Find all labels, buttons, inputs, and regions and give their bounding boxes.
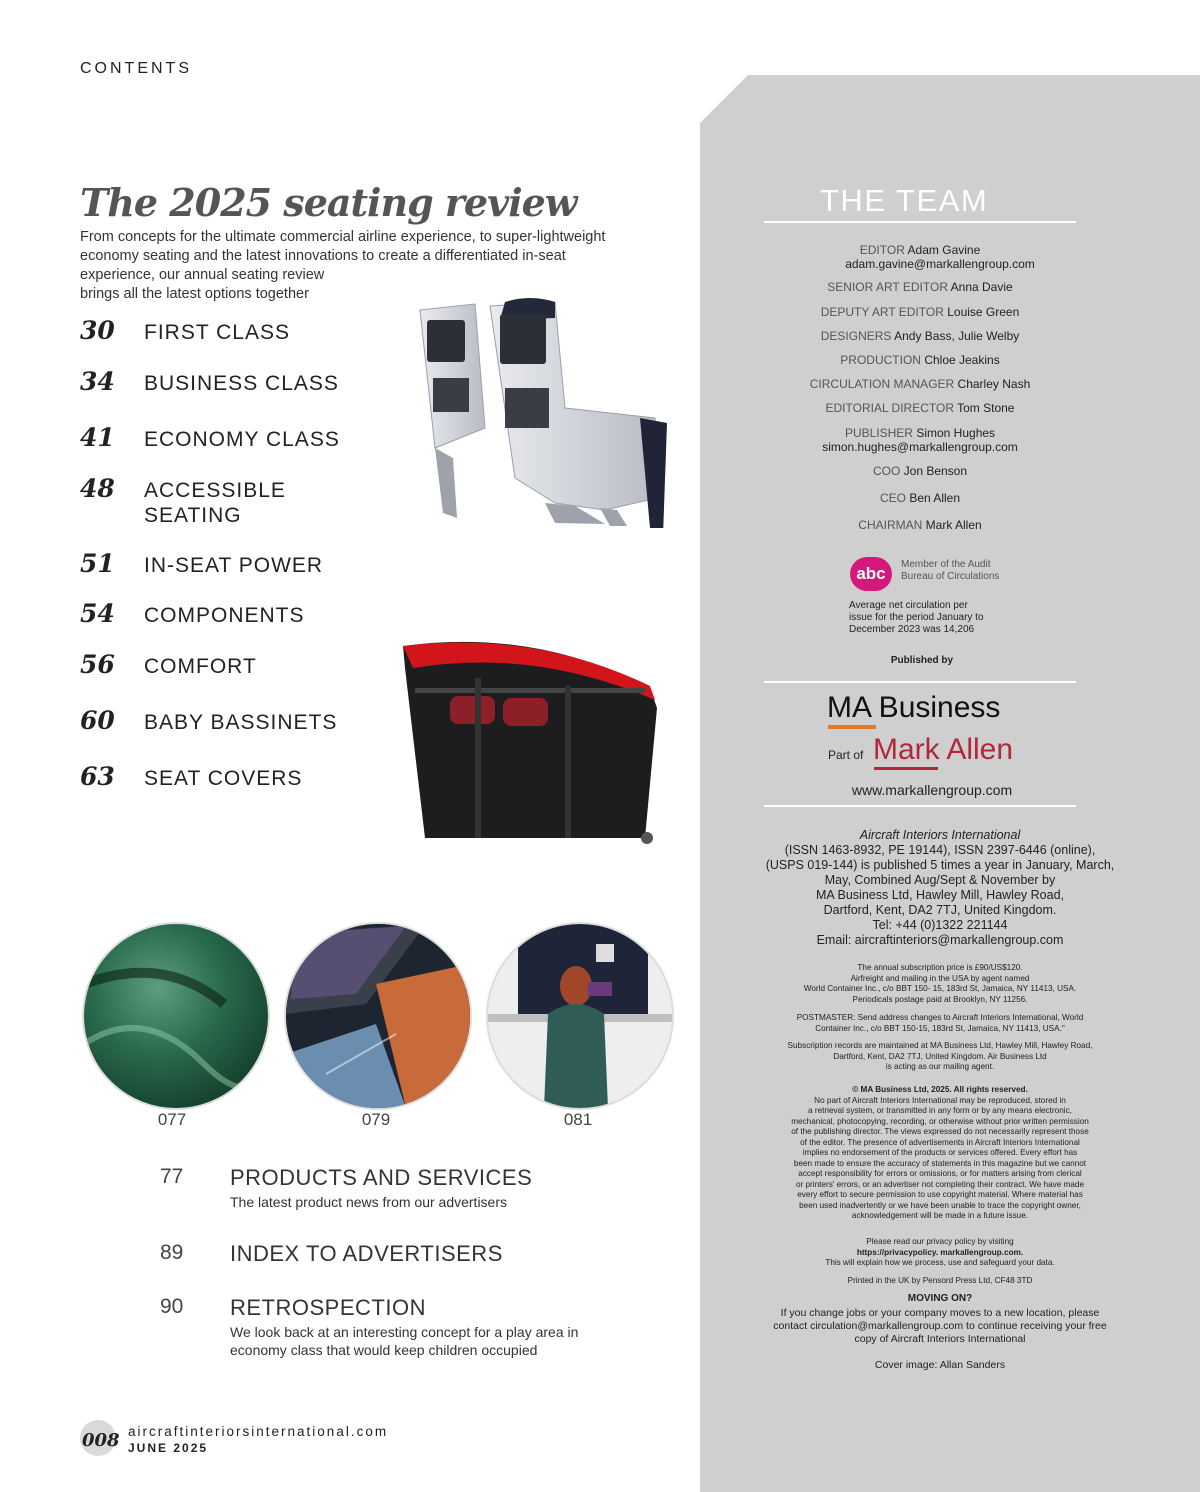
intro-line: From concepts for the ultimate commercial airline experience, to super-lightweight [80,229,606,245]
moving-line: copy of Aircraft Interiors International [854,1333,1026,1345]
team-name: Tom Stone [957,401,1015,415]
abc-line: Bureau of Circulations [901,571,1000,582]
toc-title: FIRST CLASS [144,321,290,344]
magazine-title: Aircraft Interiors International [859,828,1021,842]
green-fabric-image [82,922,270,1110]
small-line: Dartford, Kent, DA2 7TJ, United Kingdom. Air Business Ltd [833,1051,1047,1061]
team-name: Andy Bass, Julie Welby [894,329,1020,343]
team-member [764,353,1076,367]
team-role: CEO [879,491,906,505]
imprint-line: MA Business Ltd, Hawley Mill, Hawley Road, [815,888,1064,902]
toc-title: COMFORT [144,655,257,678]
small-line: Periodicals postage paid at Brooklyn, NY 11256. [852,994,1028,1004]
team-email[interactable]: adam.gavine@markallengroup.com [845,257,1035,271]
circulation-line: Average net circulation per [849,600,968,611]
toc-title: PRODUCTS AND SERVICES [230,1165,533,1190]
imprint-line: May, Combined Aug/Sept & November by [824,873,1056,887]
small-line: a retrieval system, or transmitted in any form or by any means electronic, [808,1106,1072,1115]
mark-allen-logo [873,733,1013,767]
records-text [740,1041,1140,1073]
mark-allen-wordmark: Mark Allen [873,733,1014,766]
toc-page-number: 63 [80,762,115,791]
intro-line: economy seating and the latest innovations to create a differentiated in-seat [80,248,566,264]
team-member [764,280,1076,294]
footer-site: aircraftinteriorsinternational.com [128,1424,389,1439]
team-role: PUBLISHER [844,426,913,440]
moving-line: If you change jobs or your company moves to a new location, please [780,1307,1100,1319]
subscription-text [740,963,1140,1005]
footer-date: JUNE 2025 [128,1441,209,1455]
team-role: PRODUCTION [840,353,921,367]
divider [764,681,1076,683]
abc-member-text [901,559,999,583]
postmaster-text [740,1013,1140,1034]
publisher-website[interactable]: www.markallengroup.com [851,782,1013,798]
team-name: Louise Green [947,305,1020,319]
image-caption: 081 [563,1110,593,1129]
imprint-line: (ISSN 1463-8932, PE 19144), ISSN 2397-6446 (online), [784,843,1096,857]
toc-page-number: 90 [160,1295,184,1318]
abc-line: Member of the Audit [901,559,991,570]
ma-business-logo: MA Business [827,691,1001,724]
toc-page-number: 30 [80,316,115,345]
passenger-tablet-image [486,922,674,1110]
circulation-line: December 2023 was 14,206 [849,624,975,635]
team-role: SENIOR ART EDITOR [827,280,948,294]
team-name: Mark Allen [925,518,982,532]
feature-title: The 2025 seating review [80,180,577,225]
toc-page-number: 56 [80,650,115,679]
toc-description: We look back at an interesting concept for a play area in economy class that would keep children occupied [230,1324,579,1358]
team-member [764,401,1076,415]
published-by: Published by [890,655,954,666]
abc-logo: abc [850,557,892,591]
team-name: Charley Nash [957,377,1031,391]
toc-title: SEAT COVERS [144,767,303,790]
toc-page-number: 41 [80,423,115,452]
toc-title: IN-SEAT POWER [144,554,324,577]
part-of-label: Part of [828,748,864,762]
team-member [764,329,1076,343]
intro-line: brings all the latest options together [80,286,309,302]
imprint-line: (USPS 019-144) is published 5 times a year in January, March, [765,858,1115,872]
team-name: Anna Davie [950,280,1013,294]
page-number: 008 [82,1430,120,1451]
logo-underline [874,767,938,770]
intro-line: experience, our annual seating review [80,267,325,283]
small-line: No part of Aircraft Interiors International may be reproduced, stored in [814,1095,1066,1105]
small-line: The annual subscription price is £90/US$120. [857,963,1023,972]
toc-page-number: 48 [80,474,115,503]
small-line: implies no endorsement of the products or services offered. Every effort has [802,1148,1078,1157]
team-member [764,464,1076,478]
divider [764,221,1076,223]
team-role: CIRCULATION MANAGER [809,377,955,391]
logo-underline [828,725,876,729]
small-line: World Container Inc., c/o BBT 150- 15, 183rd St, Jamaica, NY 11413, USA. [803,984,1077,993]
small-line: Subscription records are maintained at MA Business Ltd, Hawley Mill, Hawley Road, [787,1041,1093,1050]
team-name: Ben Allen [909,491,961,505]
moving-title: MOVING ON? [907,1293,973,1304]
economy-seats-image [405,298,675,528]
team-member [764,491,1076,505]
toc-title: BUSINESS CLASS [144,372,339,395]
team-heading: THE TEAM [820,183,989,218]
privacy-link[interactable]: https://privacypolicy. markallengroup.com. [856,1247,1024,1257]
team-role: DESIGNERS [820,329,892,343]
baby-bassinet-image [385,638,675,858]
printed-by: Printed in the UK by Pensord Press Ltd, CF48 3TD [847,1276,1033,1285]
small-line: been used inadvertently or we have been unable to trace the copyright owner, [799,1200,1081,1210]
toc-title: COMPONENTS [144,604,305,627]
copyright-text [740,1085,1140,1222]
privacy-text [740,1237,1140,1269]
small-line: of the publishing director. The views expressed do not necessarily represent those [791,1127,1089,1136]
small-line: Please read our privacy policy by visiting [866,1237,1014,1246]
small-line: Airfreight and mailing in the USA by agent named [850,973,1030,983]
small-line: been made to ensure the accuracy of statements in this magazine but we cannot [793,1158,1087,1168]
imprint-line: Dartford, Kent, DA2 7TJ, United Kingdom. [823,903,1057,917]
cover-credit: Cover image: Allan Sanders [874,1359,1006,1371]
small-line: accept responsibility for errors or omissions, or for matters arising from clerical [798,1169,1082,1178]
team-member [764,377,1076,391]
divider [764,805,1076,807]
imprint-line: Email: aircraftinteriors@markallengroup.com [816,933,1064,947]
team-name: Adam Gavine [907,243,981,257]
toc-page-number: 54 [80,599,115,628]
team-name: Jon Benson [903,464,968,478]
small-line: acknowledgement will be made in a future issue. [851,1211,1029,1220]
toc-description: The latest product news from our advertisers [230,1194,508,1210]
toc-page-number: 60 [80,706,115,735]
team-name: Chloe Jeakins [924,353,1000,367]
team-role: EDITORIAL DIRECTOR [825,401,954,415]
team-role: CHAIRMAN [858,518,923,532]
team-role: EDITOR [859,243,905,257]
toc-title: ACCESSIBLE SEATING [144,479,286,527]
toc-title: INDEX TO ADVERTISERS [230,1241,503,1266]
toc-page-number: 89 [160,1241,184,1264]
team-name: Simon Hughes [916,426,996,440]
toc-title: RETROSPECTION [230,1295,426,1320]
toc-page-number: 34 [80,367,115,396]
image-caption: 079 [361,1110,391,1129]
team-member [764,243,1076,257]
team-member [764,305,1076,319]
toc-page-number: 77 [160,1165,184,1188]
small-line: is acting as our mailing agent. [885,1062,995,1071]
imprint-block [720,828,1160,948]
toc-title: BABY BASSINETS [144,711,338,734]
small-line: Container Inc., c/o BBT 150-15, 183rd St, Jamaica, NY 11413, USA." [815,1023,1065,1033]
small-line: or printers' errors, or an advertiser not completing their contract. We have made [795,1179,1085,1189]
imprint-line: Tel: +44 (0)1322 221144 [872,918,1008,932]
moving-line: contact circulation@markallengroup.com to continue receiving your free [773,1320,1107,1332]
small-line: every effort to secure permission to use copyright material. Where material has [797,1190,1083,1199]
team-role: DEPUTY ART EDITOR [820,305,944,319]
section-label: CONTENTS [80,60,192,77]
team-email[interactable]: simon.hughes@markallengroup.com [822,440,1018,454]
circulation-line: issue for the period January to [849,612,984,623]
small-line: mechanical, photocopying, recording, or otherwise without prior written permission [791,1116,1089,1126]
team-panel [700,75,1200,1492]
fabric-samples-image [284,922,472,1110]
small-line: POSTMASTER: Send address changes to Aircraft Interiors International, World [796,1013,1084,1022]
small-line: © MA Business Ltd, 2025. All rights reserved. [852,1085,1028,1094]
moving-text [720,1307,1160,1346]
panel-corner [699,74,749,134]
feature-intro [80,228,620,304]
team-member [764,518,1076,532]
small-line: of the editor. The presence of advertisements in Aircraft Interiors International [800,1137,1080,1147]
circulation-text [849,600,984,636]
team-member [764,426,1076,440]
toc-title: ECONOMY CLASS [144,428,340,451]
image-caption: 077 [157,1110,187,1129]
small-line: This will explain how we process, use and safeguard your data. [825,1258,1055,1267]
team-role: COO [872,464,901,478]
toc-page-number: 51 [80,549,115,578]
